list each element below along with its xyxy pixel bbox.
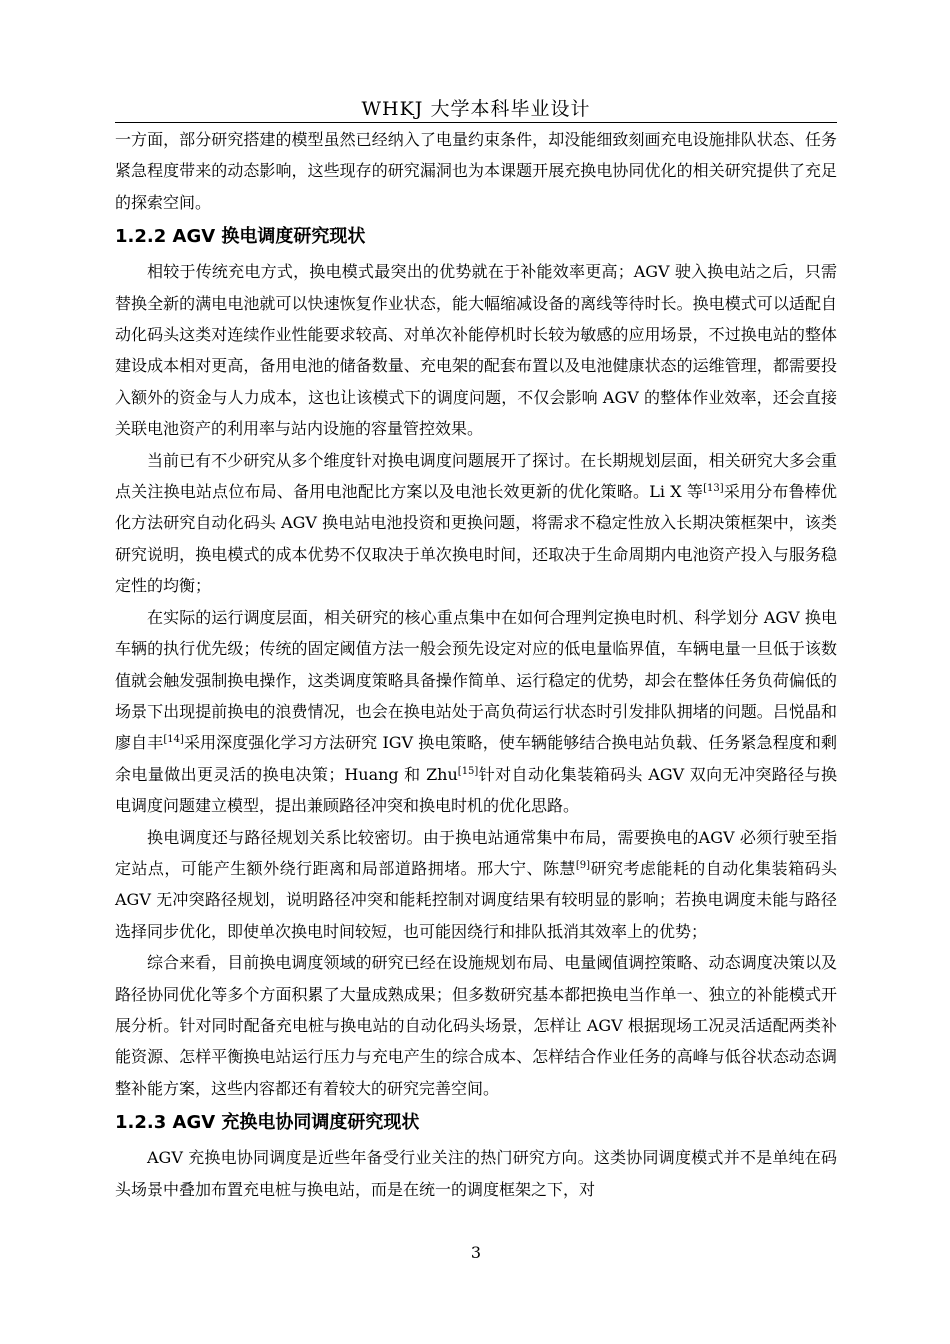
citation-13: [13] xyxy=(703,483,724,495)
text-run: 采用分布鲁棒优化方法研究自动化码头 AGV 换电站电池投资和更换问题，将需求不稳定性放入长期决策框架中，该类研究说明，换电模式的成本优势不仅取决于单次换电时间，还取决于生命周期内电池资产投入与服务稳定性的均衡； xyxy=(115,482,837,596)
header-rule xyxy=(115,122,837,123)
paragraph-operational-scheduling xyxy=(115,602,837,822)
paragraph-continuation: 一方面，部分研究搭建的模型虽然已经纳入了电量约束条件，却没能细致刻画充电设施排队状态、任务紧急程度带来的动态影响，这些现存的研究漏洞也为本课题开展充换电协同优化的相关研究提供了充足的探索空间。 xyxy=(115,130,837,212)
paragraph-swap-advantage: 相较于传统充电方式，换电模式最突出的优势就在于补能效率更高；AGV 驶入换电站之后，只需替换全新的满电电池就可以快速恢复作业状态，能大幅缩减设备的离线等待时长。换电模式可以适配自动化码头这类对连续作业性能要求较高、对单次补能停机时长较为敏感的应用场景，不过换电站的整体建设成本相对更高，备用电池的储备数量、充电架的配套布置以及电池健康状态的运维管理，都需要投入额外的资金与人力成本，这也让该模式下的调度问题，不仅会影响 AGV 的整体作业效率，还会直接关联电池资产的利用率与站内设施的容量管控效果。 xyxy=(115,262,837,439)
text-run: 当前已有不少研究从多个维度针对换电调度问题展开了探讨。在长期规划层面，相关研究大多会重点关注换电站点位布局、备用电池配比方案以及电池长效更新的优化策略。Li X 等 xyxy=(115,450,837,502)
text-run: 换电调度还与路径规划关系比较密切。由于换电站通常集中布局，需要换电的AGV 必须行驶至指定站点，可能产生额外绕行距离和局部道路拥堵。邢大宁、陈慧 xyxy=(115,827,837,878)
body-text xyxy=(115,124,837,1205)
section-heading-1-2-3: 1.2.3 AGV 充换电协同调度研究现状 xyxy=(115,1112,420,1134)
paragraph-coordinated-scheduling: AGV 充换电协同调度是近些年备受行业关注的热门研究方向。这类协同调度模式并不是单纯在码头场景中叠加布置充电桩与换电站，而是在统一的调度框架之下，对 xyxy=(115,1148,837,1199)
paragraph-summary: 综合来看，目前换电调度领域的研究已经在设施规划布局、电量阈值调控策略、动态调度决策以及路径协同优化等多个方面积累了大量成熟成果；但多数研究基本都把换电当作单一、独立的补能模式开展分析。针对同时配备充电桩与换电站的自动化码头场景，怎样让 AGV 根据现场工况灵活适配两类补能资源、怎样平衡换电站运行压力与充电产生的综合成本、怎样结合作业任务的高峰与低谷状态动态调整补能方案，这些内容都还有着较大的研究完善空间。 xyxy=(115,953,837,1098)
section-heading-1-2-2: 1.2.2 AGV 换电调度研究现状 xyxy=(115,226,366,248)
text-run: 针对自动化集装箱码头 AGV 双向无冲突路径与换电调度问题建立模型，提出兼顾路径冲突和换电时机的优化思路。 xyxy=(115,764,837,816)
citation-15: [15] xyxy=(457,765,479,777)
running-header: WHKJ 大学本科毕业设计 xyxy=(361,98,591,120)
text-run: 在实际的运行调度层面，相关研究的核心重点集中在如何合理判定换电时机、科学划分 AGV 换电车辆的执行优先级；传统的固定阈值方法一般会预先设定对应的低电量临界值，车辆电量一旦低于该数值就会触发强制换电操作，这类调度策略具备操作简单、运行稳定的优势，却会在整体任务负荷偏低的场景下出现提前换电的浪费情况，也会在换电站处于高负荷运行状态时引发排队拥堵的问题。吕悦晶和廖自丰 xyxy=(115,607,837,753)
paragraph-long-term-planning xyxy=(115,445,837,602)
page-number: 3 xyxy=(470,1243,482,1262)
citation-14: [14] xyxy=(163,734,184,746)
text-run: 采用深度强化学习方法研究 IGV 换电策略，使车辆能够结合换电站负载、任务紧急程度和剩余电量做出更灵活的换电决策；Huang 和 Zhu xyxy=(115,733,837,784)
text-run: 研究考虑能耗的自动化集装箱码头 AGV 无冲突路径规划，说明路径冲突和能耗控制对调度结果有较明显的影响；若换电调度未能与路径选择同步优化，即使单次换电时间较短，也可能因绕行和排队抵消其效率上的优势； xyxy=(115,858,837,941)
paragraph-path-planning xyxy=(115,822,837,948)
citation-9: [9] xyxy=(575,859,591,871)
